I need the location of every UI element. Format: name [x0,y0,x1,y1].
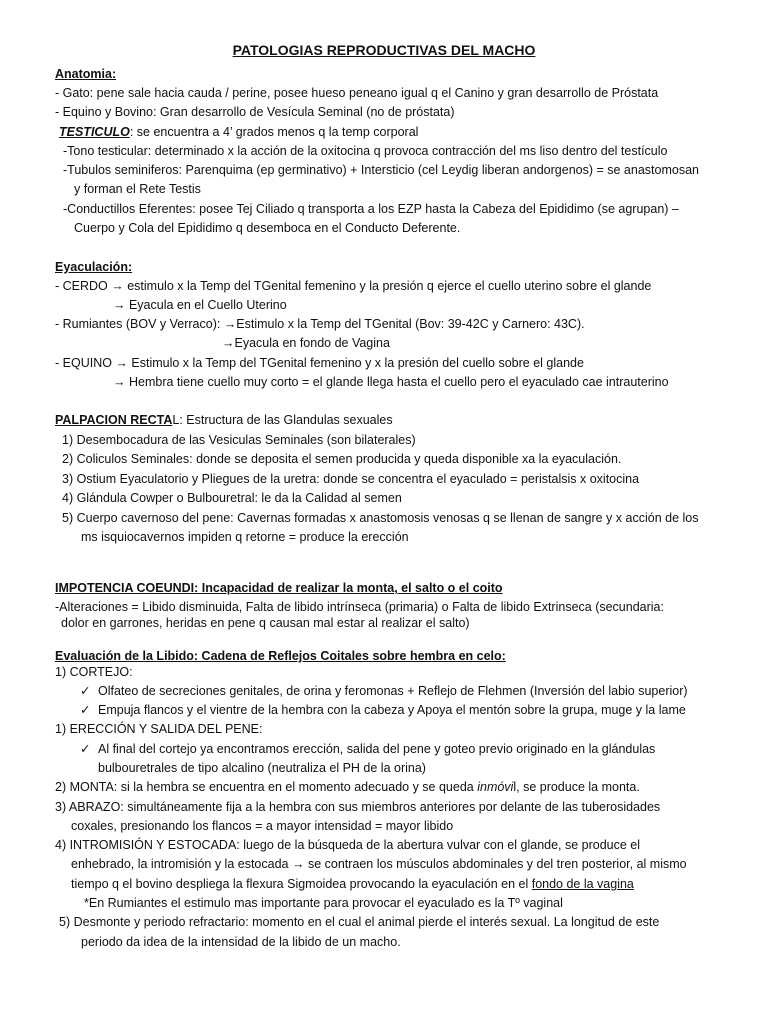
anatomia-heading: Anatomia: [55,67,117,81]
evaluacion-cortejo: 1) CORTEJO: [55,665,133,679]
eyaculacion-heading: Eyaculación: [55,260,133,274]
testiculo-label: TESTICULO [59,125,130,139]
eyaculacion-rumiantes-result: →Eyacula en fondo de Vagina [222,336,390,350]
evaluacion-intromision-cont-1: enhebrado, la intromisión y la estocada → se contraen los músculos abdominales y del tren posterior, al mismo [71,857,687,871]
anatomia-line-testiculo [59,124,418,140]
eyaculacion-equino: - EQUINO → Estimulo x la Temp del TGenital femenino y x la presión del cuello sobre el glande [55,356,584,370]
evaluacion-cortejo-item-2-text: Empuja flancos y el vientre de la hembra con la cabeza y Apoya el mentón sobre la grupa, muge y la lame [98,703,686,717]
evaluacion-desmonte: 5) Desmonte y periodo refractario: momento en el cual el animal pierde el interés sexual. La longitud de este [59,915,660,929]
evaluacion-cortejo-item-1-text: Olfateo de secreciones genitales, de orina y feromonas + Reflejo de Flehmen (Inversión del labio superior) [98,684,688,698]
evaluacion-desmonte-cont: periodo da idea de la intensidad de la libido de un macho. [81,935,401,949]
evaluacion-abrazo: 3) ABRAZO: simultáneamente fija a la hembra con sus miembros anteriores por delante de las tuberosidades [55,800,661,814]
evaluacion-cortejo-item-2 [80,702,686,718]
palpacion-heading-rest: L: Estructura de las Glandulas sexuales [172,413,393,427]
evaluacion-heading: Evaluación de la Libido: Cadena de Reflejos Coitales sobre hembra en celo: [55,649,506,663]
palpacion-item-5-cont: ms isquiocavernos impiden q retorne = produce la erección [81,530,409,544]
evaluacion-ereccion-item [80,741,655,757]
impotencia-heading: IMPOTENCIA COEUNDI: Incapacidad de realizar la monta, el salto o el coito [55,581,503,595]
palpacion-item-3: 3) Ostium Eyaculatorio y Pliegues de la uretra: donde se concentra el eyaculado = peristalsis x oxitocina [62,472,640,486]
anatomia-line-gato: - Gato: pene sale hacia cauda / perine, posee hueso peneano igual q el Canino y gran desarrollo de Próstata [55,86,659,100]
checkmark-icon: ✓ [80,684,91,698]
eyaculacion-rumiantes: - Rumiantes (BOV y Verraco): →Estimulo x la Temp del TGenital (Bov: 39-42C y Carnero: 43C). [55,317,585,331]
testiculo-text: : se encuentra a 4’ grados menos q la temp corporal [129,125,419,139]
evaluacion-cortejo-item-1 [80,683,688,699]
evaluacion-rumiantes-note: *En Rumiantes el estimulo mas importante para provocar el eyaculado es la Tº vaginal [84,896,563,910]
palpacion-heading [55,412,393,428]
evaluacion-ereccion: 1) ERECCIÓN Y SALIDA DEL PENE: [55,722,263,736]
anatomia-line-equino: - Equino y Bovino: Gran desarrollo de Vesícula Seminal (no de próstata) [55,105,455,119]
anatomia-line-conductillos: -Conductillos Eferentes: posee Tej Ciliado q transporta a los EZP hasta la Cabeza del Epididimo (se agrupan) – [63,202,679,216]
evaluacion-abrazo-cont: coxales, presionando los flancos = a mayor intensidad = mayor libido [71,819,454,833]
evaluacion-intromision-cont-2-text: tiempo q el bovino despliega la flexura Sigmoidea provocando la eyaculación en el [71,877,532,891]
palpacion-item-2: 2) Coliculos Seminales: donde se deposita el semen producida y queda disponible xa la eyaculación. [62,452,622,466]
palpacion-heading-bold: PALPACION RECTA [55,413,173,427]
palpacion-item-5: 5) Cuerpo cavernoso del pene: Cavernas formadas x anastomosis venosas q se llenan de sangre y x acción de los [62,511,699,525]
eyaculacion-equino-result: → Hembra tiene cuello muy corto = el glande llega hasta el cuello pero el eyaculado cae intrauterino [113,375,669,389]
palpacion-item-1: 1) Desembocadura de las Vesiculas Seminales (son bilaterales) [62,433,416,447]
evaluacion-intromision-cont-2 [71,876,634,892]
anatomia-line-rete: y forman el Rete Testis [74,182,201,196]
checkmark-icon: ✓ [80,742,91,756]
evaluacion-monta-a: 2) MONTA: si la hembra se encuentra en el momento adecuado y se queda [55,780,478,794]
anatomia-line-cuerpo: Cuerpo y Cola del Epididimo q desemboca en el Conducto Deferente. [74,221,461,235]
evaluacion-monta-b: l, se produce la monta. [513,780,640,794]
evaluacion-intromision: 4) INTROMISIÓN Y ESTOCADA: luego de la búsqueda de la abertura vulvar con el glande, se produce el [55,838,641,852]
anatomia-line-tubulos: -Tubulos seminiferos: Parenquima (ep germinativo) + Intersticio (cel Leydig liberan andorgenos) = se anastomosan [63,163,699,177]
evaluacion-ereccion-item-text: Al final del cortejo ya encontramos erección, salida del pene y goteo previo originado en la glándulas [98,742,656,756]
palpacion-item-4: 4) Glándula Cowper o Bulbouretral: le da la Calidad al semen [62,491,402,505]
evaluacion-monta [55,779,640,795]
anatomia-line-tono: -Tono testicular: determinado x la acción de la oxitocina q provoca contracción del ms liso dentro del testículo [63,144,668,158]
evaluacion-monta-italic: inmóvi [477,780,514,794]
impotencia-line-2: dolor en garrones, heridas en pene q causan mal estar al realizar el salto) [61,616,470,630]
impotencia-line-1: -Alteraciones = Libido disminuida, Falta de libido intrínseca (primaria) o Falta de libido Extrinseca (secundaria: [55,600,664,614]
page-title: PATOLOGIAS REPRODUCTIVAS DEL MACHO [232,42,536,58]
evaluacion-intromision-underlined: fondo de la vagina [531,877,634,891]
eyaculacion-cerdo-result: → Eyacula en el Cuello Uterino [113,298,287,312]
eyaculacion-cerdo: - CERDO → estimulo x la Temp del TGenital femenino y la presión q ejerce el cuello uterino sobre el glande [55,279,652,293]
evaluacion-ereccion-item-cont: bulbouretrales de tipo alcalino (neutraliza el PH de la orina) [98,761,426,775]
checkmark-icon: ✓ [80,703,91,717]
